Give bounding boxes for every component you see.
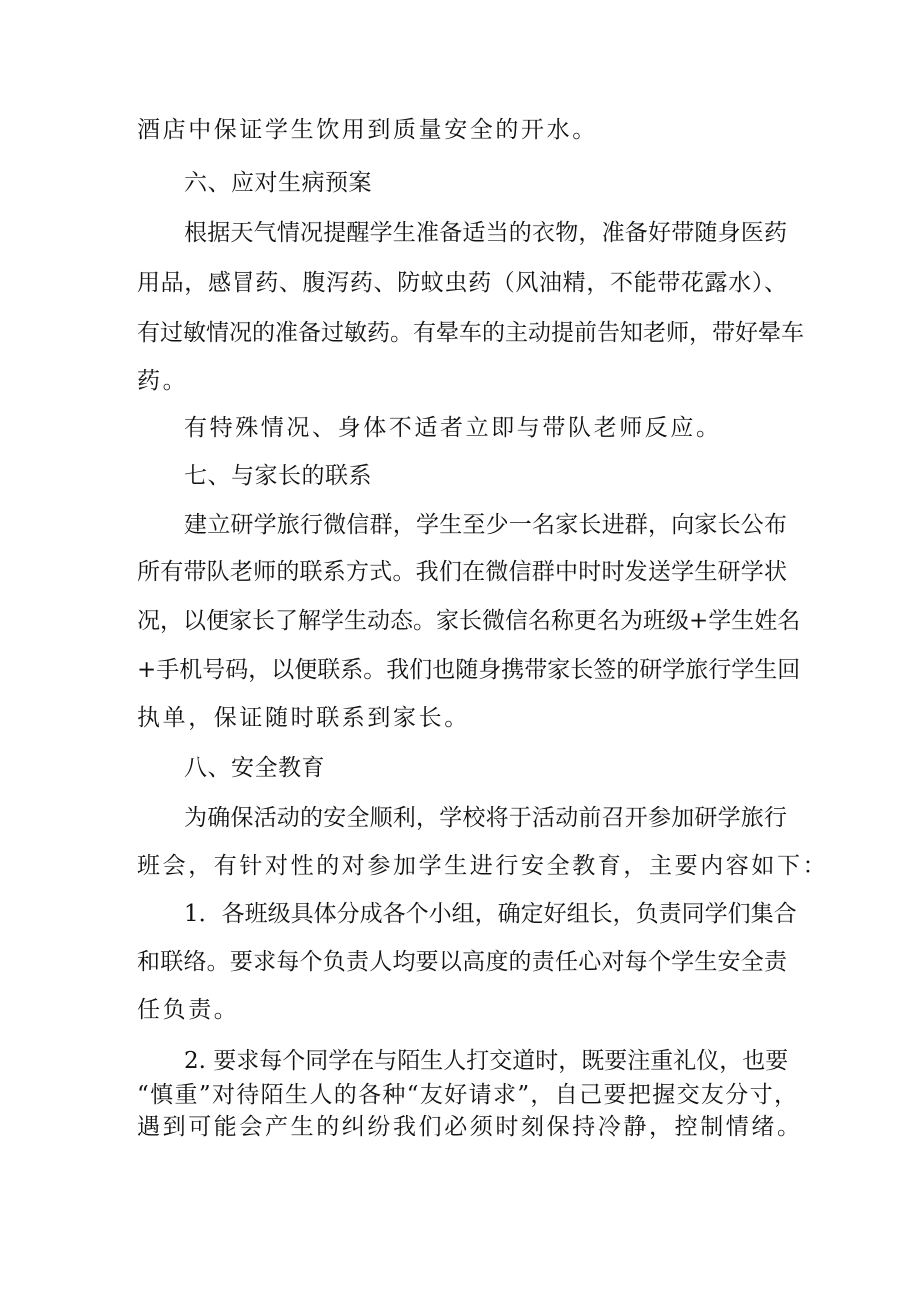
intro-tail: 酒店中保证学生饮用到质量安全的开水。 [137,117,598,143]
paragraph-line: 根据天气情况提醒学生准备适当的衣物，准备好带随身医药 [184,220,787,246]
paragraph-line: 况，以便家长了解学生动态。家长微信名称更名为班级+学生姓名 [137,608,801,634]
paragraph-line: 班会，有针对性的对参加学生进行安全教育，主要内容如下： [137,853,829,879]
paragraph-line: 有特殊情况、身体不适者立即与带队老师反应。 [184,415,722,441]
paragraph-line: 所有带队老师的联系方式。我们在微信群中时时发送学生研学状 [137,559,787,585]
list-item-2-line: 遇到可能会产生的纠纷我们必须时刻保持冷静，控制情绪。 [137,1114,803,1140]
list-item-2-line: 2. 要求每个同学在与陌生人打交道时，既要注重礼仪，也要 [184,1048,789,1074]
section-heading-8: 八、安全教育 [184,755,325,781]
paragraph-line: 药。 [137,368,189,394]
list-item-1-line: 和联络。要求每个负责人均要以高度的责任心对每个学生安全责 [137,949,787,975]
paragraph-line: 有过敏情况的准备过敏药。有晕车的主动提前告知老师，带好晕车 [137,320,804,346]
list-item-1-line: 任负责。 [137,997,240,1023]
paragraph-line: 用品，感冒药、腹泻药、防蚊虫药（风油精，不能带花露水）、 [137,270,787,296]
section-heading-6: 六、应对生病预案 [184,170,372,196]
list-item-2-line: “慎重”对待陌生人的各种“友好请求”，自己要把握交友分寸， [137,1082,797,1108]
list-item-1-line: 1．各班级具体分成各个小组，确定好组长，负责同学们集合 [184,901,797,927]
paragraph-line: 建立研学旅行微信群，学生至少一名家长进群，向家长公布 [184,512,787,538]
paragraph-line: 执单，保证随时联系到家长。 [137,705,470,731]
paragraph-line: +手机号码，以便联系。我们也随身携带家长签的研学旅行学生回 [137,657,801,683]
section-heading-7: 七、与家长的联系 [184,463,372,489]
paragraph-line: 为确保活动的安全顺利，学校将于活动前召开参加研学旅行 [184,805,787,831]
